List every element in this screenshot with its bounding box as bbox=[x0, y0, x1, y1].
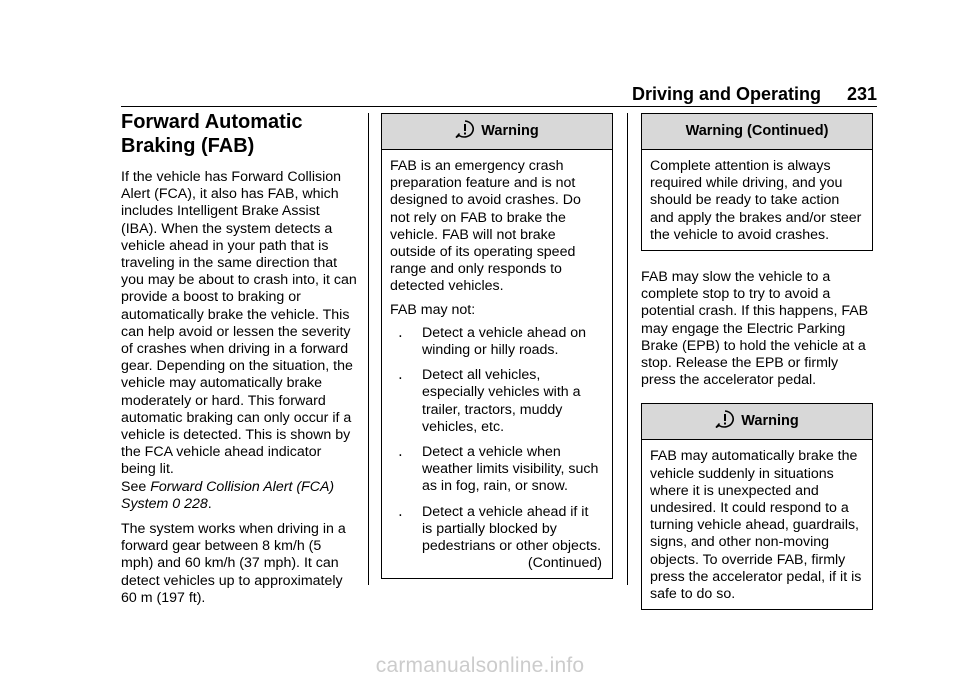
column-divider-2 bbox=[627, 113, 628, 585]
warning-icon bbox=[455, 120, 475, 138]
left-column bbox=[121, 110, 357, 615]
page-number: 231 bbox=[846, 84, 877, 104]
warning-box-2 bbox=[641, 403, 873, 610]
continued-label: (Continued) bbox=[527, 555, 602, 572]
list-item: ․ Detect a vehicle ahead on winding or hilly roads. bbox=[398, 324, 587, 359]
warning-text: FAB is an emergency crash preparation feature and is not designed to avoid crashes. Do not rely on FAB to brake the vehicle. FAB will not brake outside of its operating speed range and only responds to detected vehicles. bbox=[390, 158, 581, 295]
warning-text-2: FAB may automatically brake the vehicle suddenly in situations where it is unexpected and undesired. It could respond to a turning vehicle ahead, guardrails, signs, and other non-moving objects. To override FAB, firmly press the accelerator pedal, if it is safe to do so. bbox=[650, 448, 862, 603]
list-item: ․ Detect all vehicles, especially vehicles with a trailer, tractors, muddy vehicles, etc. bbox=[398, 367, 581, 435]
warning-continued-box bbox=[641, 113, 873, 251]
header-rule bbox=[121, 106, 877, 107]
warning-continued-text: Complete attention is always required while driving, and you should be ready to take action and apply the brakes and/or steer the vehicle to avoid crashes. bbox=[650, 158, 862, 243]
warning-header: Warning bbox=[382, 114, 612, 150]
intro-paragraph: If the vehicle has Forward Collision Alert (FCA), it also has FAB, which includes Intelligent Brake Assist (IBA). When the system detects a vehicle ahead in your path that is traveling in the same direction that you may be about to crash into, it can provide a boost to braking or automatically brake the vehicle. This can help avoid or lessen the severity of crashes when driving in a forward gear. Depending on the situation, the vehicle may automatically brake moderately or hard. This forward automatic braking can only occur if a vehicle is detected. This is shown by the FCA vehicle ahead indicator being lit. bbox=[121, 169, 357, 478]
list-item: ․ Detect a vehicle when weather limits visibility, such as in fog, rain, or snow. bbox=[398, 444, 599, 495]
section-heading: Forward Automatic Braking (FAB) bbox=[121, 111, 303, 157]
warning-header-2: Warning bbox=[642, 404, 872, 440]
list-item: ․ Detect a vehicle ahead if it is partially blocked by pedestrians or other objects. bbox=[398, 503, 602, 555]
column-divider-1 bbox=[368, 113, 369, 585]
warning-continued-header: Warning (Continued) bbox=[642, 114, 872, 150]
cross-reference: See Forward Collision Alert (FCA) System 0 228. bbox=[121, 478, 335, 512]
warning-icon bbox=[715, 410, 735, 428]
watermark: carmanualsonline.info bbox=[375, 654, 585, 677]
xref-link[interactable]: Forward Collision Alert (FCA) System 0 228 bbox=[121, 478, 335, 512]
list-intro: FAB may not: bbox=[390, 301, 476, 318]
middle-column bbox=[381, 113, 613, 579]
slow-stop-paragraph: FAB may slow the vehicle to a complete stop to try to avoid a potential crash. If this happens, FAB may engage the Electric Parking Brake (EPB) to hold the vehicle at a stop. Release the EPB or firmly press the accelerator pedal. bbox=[641, 269, 869, 389]
right-column bbox=[641, 113, 873, 610]
section-title: Driving and Operating bbox=[632, 84, 822, 104]
speed-paragraph: The system works when driving in a forward gear between 8 km/h (5 mph) and 60 km/h (37 mph). It can detect vehicles up to approximately 60 m (197 ft). bbox=[121, 521, 346, 606]
page-header bbox=[632, 84, 877, 104]
warning-box bbox=[381, 113, 613, 579]
